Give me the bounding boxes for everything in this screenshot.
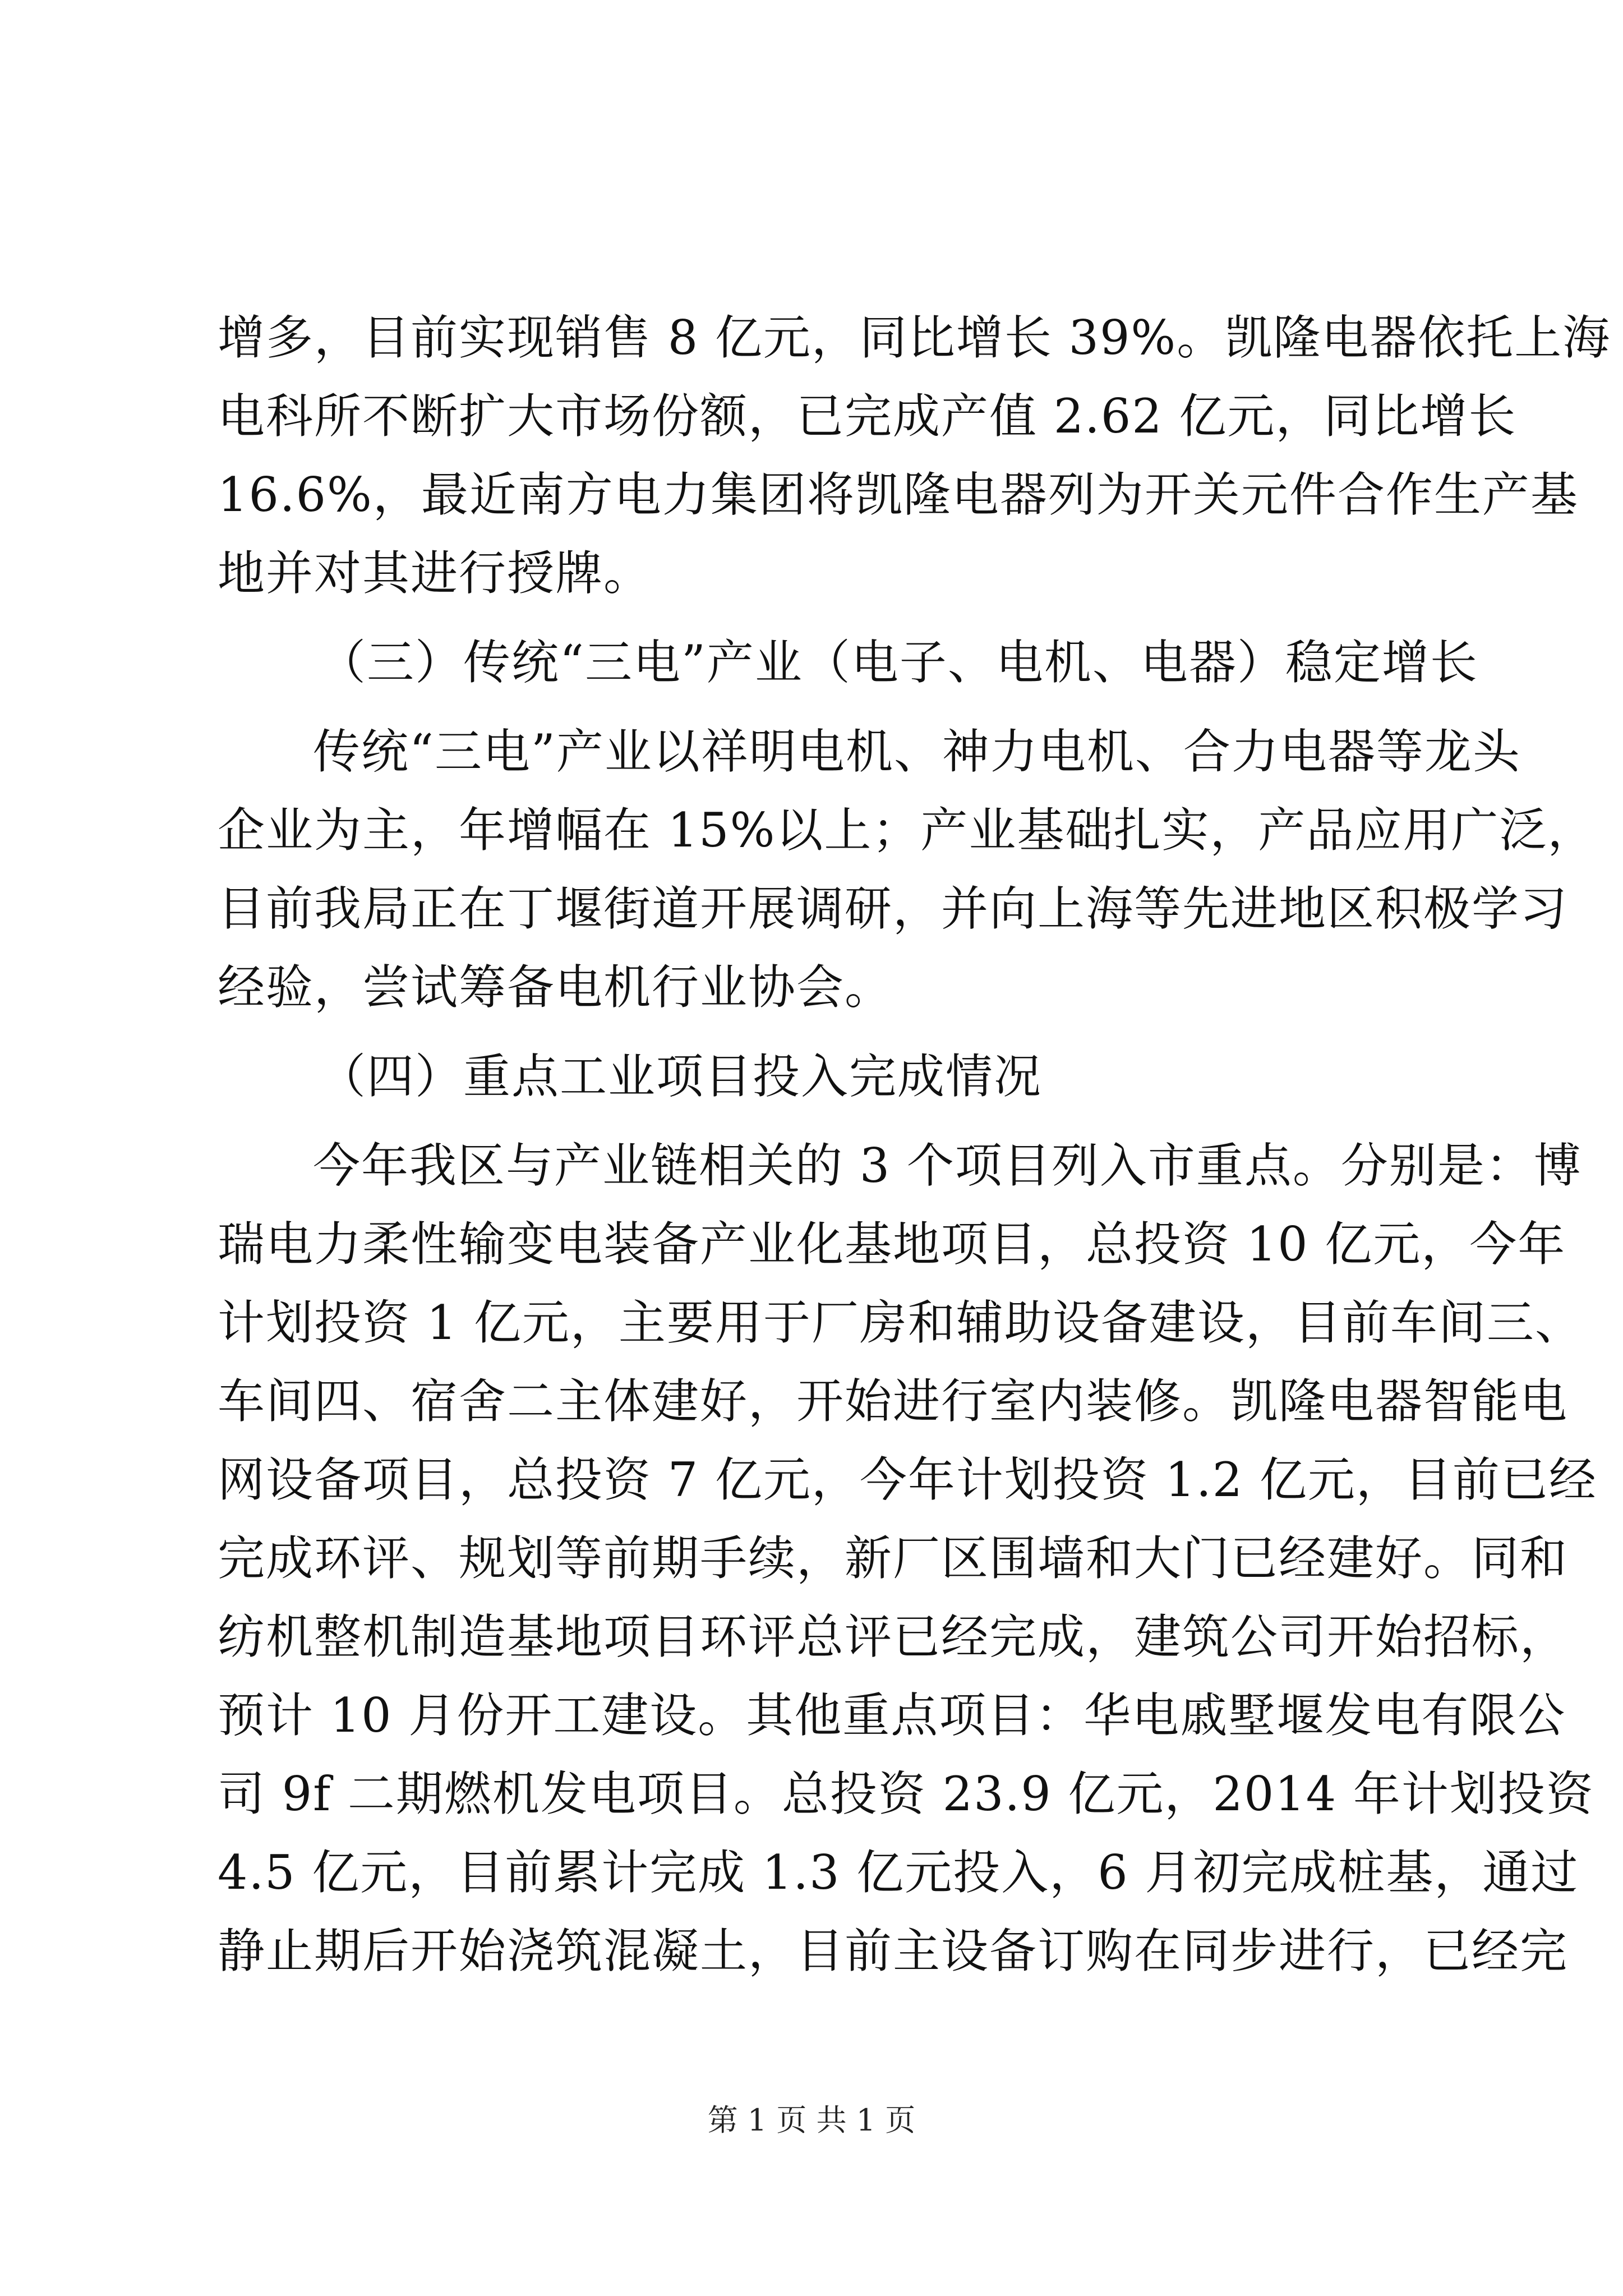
body-text-line: 网设备项目，总投资 7 亿元，今年计划投资 1.2 亿元，目前已经 xyxy=(218,1452,1597,1507)
body-text-line: 16.6%，最近南方电力集团将凯隆电器列为开关元件合作生产基 xyxy=(218,467,1579,522)
body-text-line: 经验，尝试筹备电机行业协会。 xyxy=(218,960,893,1015)
body-text-line: 地并对其进行授牌。 xyxy=(218,546,652,601)
body-text-line: 传统“三电”产业以祥明电机、神力电机、合力电器等龙头 xyxy=(313,724,1521,779)
body-text-line: 完成环评、规划等前期手续，新厂区围墙和大门已经建好。同和 xyxy=(218,1531,1569,1586)
section-heading: （四）重点工业项目投入完成情况 xyxy=(319,1049,1043,1104)
body-text-line: 计划投资 1 亿元，主要用于厂房和辅助设备建设，目前车间三、 xyxy=(218,1295,1583,1350)
body-text-line: 增多，目前实现销售 8 亿元，同比增长 39%。凯隆电器依托上海 xyxy=(218,310,1611,365)
body-text-line: 司 9f 二期燃机发电项目。总投资 23.9 亿元，2014 年计划投资 xyxy=(218,1766,1594,1821)
body-text-line: 车间四、宿舍二主体建好，开始进行室内装修。凯隆电器智能电 xyxy=(218,1374,1569,1429)
body-text-line: 目前我局正在丁堰街道开展调研，并向上海等先进地区积极学习 xyxy=(218,881,1569,936)
body-text-line: 电科所不断扩大市场份额，已完成产值 2.62 亿元，同比增长 xyxy=(218,389,1517,444)
section-heading: （三）传统“三电”产业（电子、电机、电器）稳定增长 xyxy=(319,635,1478,690)
body-text-line: 静止期后开始浇筑混凝土，目前主设备订购在同步进行，已经完 xyxy=(218,1924,1569,1978)
body-text-line: 企业为主，年增幅在 15%以上；产业基础扎实，产品应用广泛， xyxy=(218,803,1596,858)
body-text-line: 预计 10 月份开工建设。其他重点项目：华电戚墅堰发电有限公 xyxy=(218,1688,1566,1743)
body-text-line: 瑞电力柔性输变电装备产业化基地项目，总投资 10 亿元，今年 xyxy=(218,1217,1566,1272)
body-text-line: 纺机整机制造基地项目环评总评已经完成，建筑公司开始招标， xyxy=(218,1609,1569,1664)
page-number-footer: 第 1 页 共 1 页 xyxy=(707,2102,916,2138)
body-text-line: 4.5 亿元，目前累计完成 1.3 亿元投入，6 月初完成桩基，通过 xyxy=(218,1845,1579,1900)
body-text-line: 今年我区与产业链相关的 3 个项目列入市重点。分别是：博 xyxy=(313,1138,1582,1193)
